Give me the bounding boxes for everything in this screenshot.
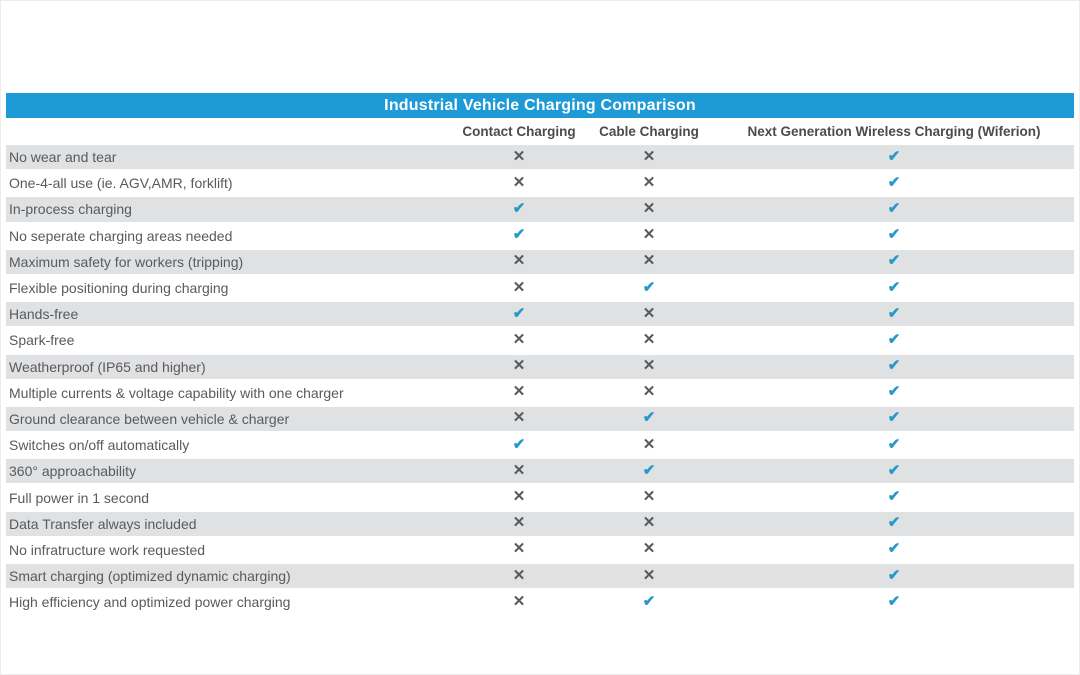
wireless-charging-check-icon: ✔ <box>887 173 901 191</box>
cable-charging-cross-icon: ✕ <box>642 540 656 558</box>
contact-charging-cross-icon: ✕ <box>512 278 526 296</box>
comparison-table <box>6 93 1074 616</box>
table-row <box>6 171 1074 197</box>
feature-label: Data Transfer always included <box>9 515 197 532</box>
wireless-charging-check-icon: ✔ <box>887 383 901 401</box>
table-row <box>6 250 1074 276</box>
contact-charging-check-icon: ✔ <box>512 199 526 217</box>
feature-label: Full power in 1 second <box>9 489 150 506</box>
table-row <box>6 590 1074 616</box>
wireless-charging-check-icon: ✔ <box>887 461 901 479</box>
feature-label: No infratructure work requested <box>9 541 206 558</box>
wireless-charging-check-icon: ✔ <box>887 488 901 506</box>
table-row <box>6 224 1074 250</box>
table-row <box>6 197 1074 223</box>
table-row <box>6 407 1074 433</box>
cable-charging-check-icon: ✔ <box>642 461 656 479</box>
cable-charging-cross-icon: ✕ <box>642 435 656 453</box>
wireless-charging-check-icon: ✔ <box>887 304 901 322</box>
contact-charging-cross-icon: ✕ <box>512 566 526 584</box>
wireless-charging-check-icon: ✔ <box>887 592 901 610</box>
feature-label: Spark-free <box>9 332 75 349</box>
table-row <box>6 381 1074 407</box>
column-header-row <box>6 118 1074 145</box>
table-row <box>6 276 1074 302</box>
cable-charging-cross-icon: ✕ <box>642 199 656 217</box>
wireless-charging-check-icon: ✔ <box>887 540 901 558</box>
feature-label: Ground clearance between vehicle & charger <box>9 410 290 427</box>
table-row <box>6 459 1074 485</box>
cable-charging-check-icon: ✔ <box>642 278 656 296</box>
column-header-wireless-charging: Next Generation Wireless Charging (Wiferion) <box>747 124 1041 139</box>
cable-charging-cross-icon: ✕ <box>642 357 656 375</box>
cable-charging-cross-icon: ✕ <box>642 173 656 191</box>
table-row <box>6 564 1074 590</box>
wireless-charging-check-icon: ✔ <box>887 199 901 217</box>
feature-label: No wear and tear <box>9 149 117 166</box>
wireless-charging-check-icon: ✔ <box>887 409 901 427</box>
contact-charging-cross-icon: ✕ <box>512 383 526 401</box>
table-title-bar <box>6 93 1074 118</box>
contact-charging-cross-icon: ✕ <box>512 147 526 165</box>
contact-charging-cross-icon: ✕ <box>512 330 526 348</box>
cable-charging-check-icon: ✔ <box>642 592 656 610</box>
cable-charging-cross-icon: ✕ <box>642 566 656 584</box>
feature-label: Smart charging (optimized dynamic charging) <box>9 568 291 585</box>
contact-charging-cross-icon: ✕ <box>512 514 526 532</box>
wireless-charging-check-icon: ✔ <box>887 435 901 453</box>
feature-label: Multiple currents & voltage capability with one charger <box>9 384 344 401</box>
table-row <box>6 433 1074 459</box>
cable-charging-cross-icon: ✕ <box>642 514 656 532</box>
wireless-charging-check-icon: ✔ <box>887 226 901 244</box>
wireless-charging-check-icon: ✔ <box>887 278 901 296</box>
feature-label: In-process charging <box>9 201 132 218</box>
wireless-charging-check-icon: ✔ <box>887 147 901 165</box>
contact-charging-cross-icon: ✕ <box>512 173 526 191</box>
contact-charging-cross-icon: ✕ <box>512 461 526 479</box>
feature-label: One-4-all use (ie. AGV,AMR, forklift) <box>9 175 233 192</box>
cable-charging-cross-icon: ✕ <box>642 252 656 270</box>
cable-charging-cross-icon: ✕ <box>642 304 656 322</box>
contact-charging-cross-icon: ✕ <box>512 252 526 270</box>
cable-charging-cross-icon: ✕ <box>642 147 656 165</box>
feature-label: No seperate charging areas needed <box>9 227 233 244</box>
cable-charging-cross-icon: ✕ <box>642 488 656 506</box>
cable-charging-cross-icon: ✕ <box>642 383 656 401</box>
wireless-charging-check-icon: ✔ <box>887 514 901 532</box>
cable-charging-cross-icon: ✕ <box>642 226 656 244</box>
contact-charging-cross-icon: ✕ <box>512 357 526 375</box>
contact-charging-check-icon: ✔ <box>512 435 526 453</box>
wireless-charging-check-icon: ✔ <box>887 330 901 348</box>
feature-label: High efficiency and optimized power charging <box>9 594 291 611</box>
table-body <box>6 145 1074 616</box>
contact-charging-cross-icon: ✕ <box>512 592 526 610</box>
cable-charging-cross-icon: ✕ <box>642 330 656 348</box>
table-row <box>6 512 1074 538</box>
column-header-cable-charging: Cable Charging <box>599 124 699 139</box>
table-row <box>6 485 1074 511</box>
wireless-charging-check-icon: ✔ <box>887 566 901 584</box>
contact-charging-check-icon: ✔ <box>512 304 526 322</box>
wireless-charging-check-icon: ✔ <box>887 252 901 270</box>
feature-label: Weatherproof (IP65 and higher) <box>9 358 206 375</box>
contact-charging-cross-icon: ✕ <box>512 488 526 506</box>
contact-charging-cross-icon: ✕ <box>512 409 526 427</box>
wireless-charging-check-icon: ✔ <box>887 357 901 375</box>
table-row <box>6 538 1074 564</box>
column-header-contact-charging: Contact Charging <box>462 124 576 139</box>
contact-charging-cross-icon: ✕ <box>512 540 526 558</box>
table-row <box>6 302 1074 328</box>
feature-label: Flexible positioning during charging <box>9 280 229 297</box>
table-row <box>6 328 1074 354</box>
feature-label: 360° approachability <box>9 463 137 480</box>
feature-label: Maximum safety for workers (tripping) <box>9 253 244 270</box>
table-title: Industrial Vehicle Charging Comparison <box>384 96 696 114</box>
contact-charging-check-icon: ✔ <box>512 226 526 244</box>
feature-label: Switches on/off automatically <box>9 437 190 454</box>
table-row <box>6 355 1074 381</box>
table-row <box>6 145 1074 171</box>
feature-label: Hands-free <box>9 306 79 323</box>
cable-charging-check-icon: ✔ <box>642 409 656 427</box>
